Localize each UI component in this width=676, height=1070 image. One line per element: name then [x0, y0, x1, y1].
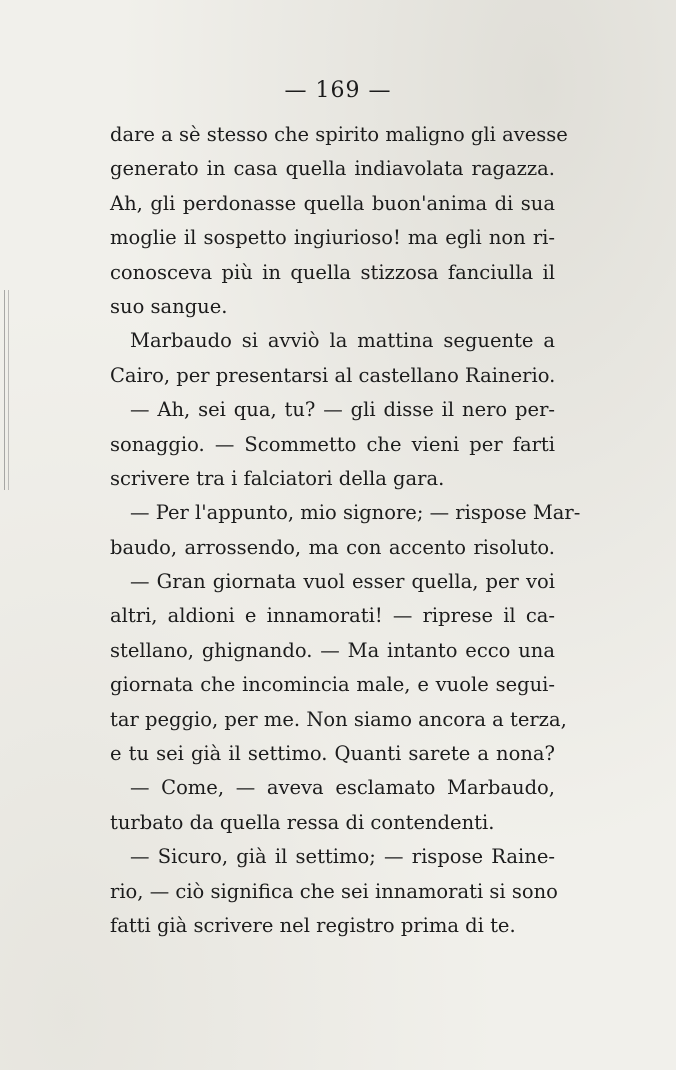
text-line: rio, — ciò significa che sei innamorati si sono	[110, 879, 558, 903]
text-line: baudo, arrossendo, ma con accento risoluto.	[110, 535, 555, 559]
text-line: Marbaudo si avviò la mattina seguente a	[130, 329, 555, 353]
text-line: Ah, gli perdonasse quella buon'anima di sua	[110, 191, 555, 215]
text-line: altri, aldioni e innamorati! — riprese il ca-	[110, 604, 555, 628]
text-line: — Come, — aveva esclamato Marbaudo,	[130, 776, 555, 800]
text-line: fatti già scrivere nel registro prima di te.	[110, 913, 516, 937]
text-line: generato in casa quella indiavolata ragazza.	[110, 157, 555, 181]
text-line: tar peggio, per me. Non siamo ancora a terza,	[110, 707, 567, 731]
text-line: — Gran giornata vuol esser quella, per voi	[130, 570, 555, 594]
text-line: giornata che incomincia male, e vuole segui-	[110, 673, 555, 697]
text-line: — Ah, sei qua, tu? — gli disse il nero per-	[130, 398, 555, 422]
text-line: turbato da quella ressa di contendenti.	[110, 810, 495, 834]
text-line: Cairo, per presentarsi al castellano Rainerio.	[110, 363, 556, 387]
text-line: conosceva più in quella stizzosa fanciulla il	[110, 260, 555, 284]
text-line: moglie il sospetto ingiurioso! ma egli non ri-	[110, 226, 555, 250]
body-text	[110, 118, 581, 943]
page-number: — 169 —	[284, 78, 392, 103]
text-line: scrivere tra i falciatori della gara.	[110, 466, 445, 490]
text-line: — Per l'appunto, mio signore; — rispose Mar-	[130, 501, 581, 525]
text-line: — Sicuro, già il settimo; — rispose Raine-	[130, 845, 555, 869]
text-line: suo sangue.	[110, 294, 228, 318]
text-line: stellano, ghignando. — Ma intanto ecco una	[110, 638, 555, 662]
text-line: dare a sè stesso che spirito maligno gli avesse	[110, 123, 568, 146]
binding-edge	[4, 290, 9, 490]
text-line: sonaggio. — Scommetto che vieni per farti	[110, 432, 555, 456]
text-line: e tu sei già il settimo. Quanti sarete a nona?	[110, 742, 555, 766]
